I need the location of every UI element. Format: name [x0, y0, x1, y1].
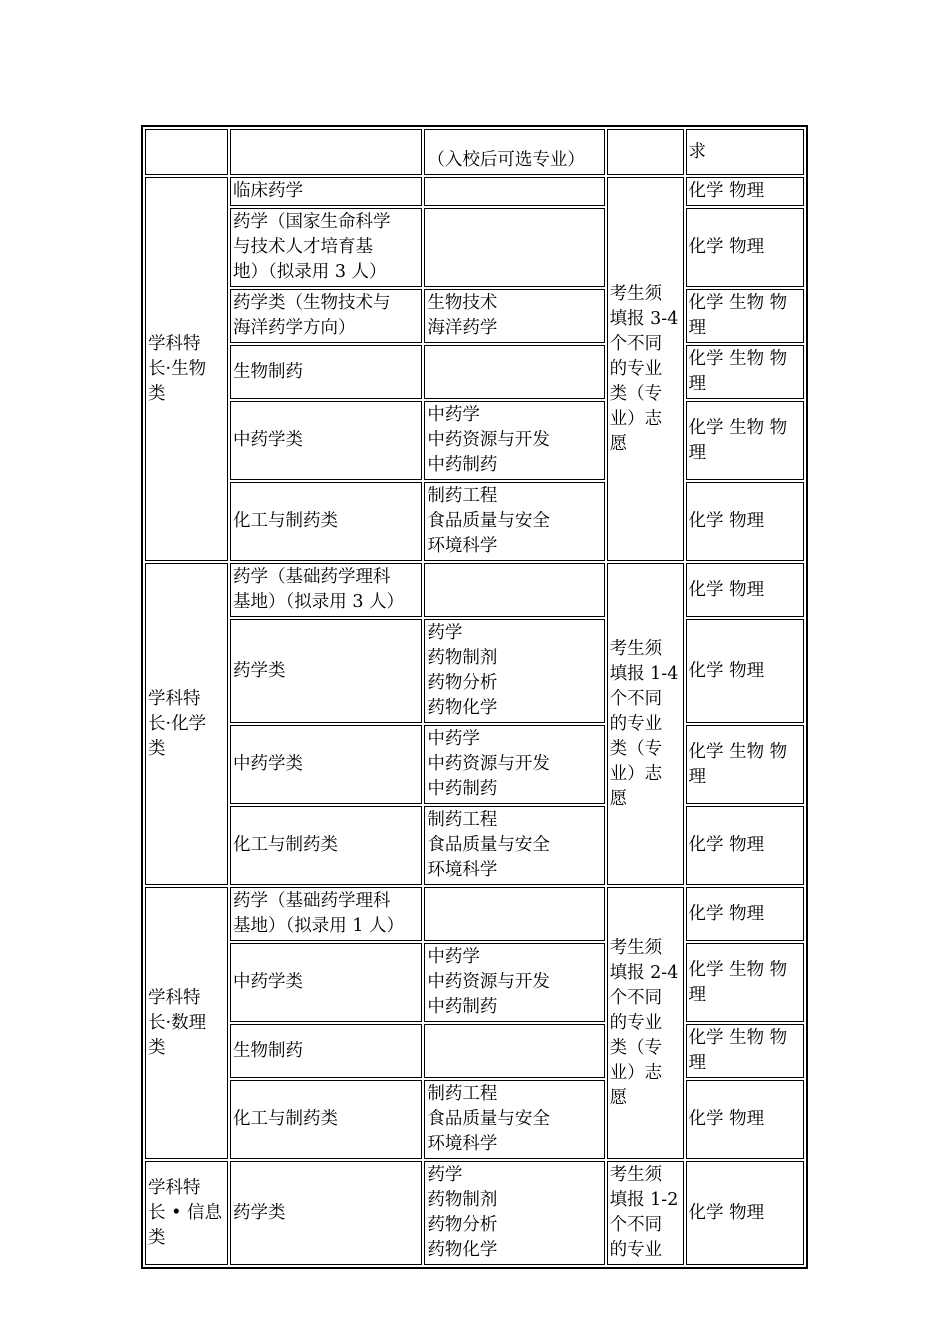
options-cell — [424, 1161, 604, 1265]
options-cell — [424, 563, 604, 617]
major-cell-line: 药学类 — [233, 1202, 286, 1223]
requirement-cell — [686, 806, 804, 885]
options-cell-line: 中药学 — [427, 729, 480, 749]
category-cell-line: 长·数理 — [148, 1012, 207, 1033]
requirement-cell-line: 化学 生物 物 — [688, 741, 788, 762]
table-row — [145, 208, 804, 287]
requirement-cell-line: 化学 物理 — [688, 181, 765, 201]
requirement-cell-line: 理 — [688, 442, 707, 463]
major-cell-line: 中药学类 — [233, 972, 304, 992]
note-cell-line: 填报 3-4 — [609, 308, 679, 329]
requirement-cell-line: 化学 物理 — [688, 579, 765, 600]
major-cell-line: 与技术人才培育基 — [233, 237, 374, 257]
requirement-cell — [686, 1161, 804, 1265]
header-cell-note — [607, 129, 684, 175]
options-cell — [424, 1080, 604, 1159]
options-cell-line: 环境科学 — [427, 860, 498, 880]
note-cell-line: 业）志 — [609, 1062, 663, 1083]
options-cell — [424, 725, 604, 804]
options-cell-line: 环境科学 — [427, 1134, 498, 1154]
note-cell — [607, 563, 684, 885]
majors-table-body — [145, 129, 804, 1265]
note-cell-line: 的专业 — [609, 1012, 663, 1033]
category-cell-line: 学科特 — [148, 1177, 201, 1198]
major-cell — [230, 1161, 422, 1265]
major-cell-line: 药学（基础药学理科 — [233, 891, 391, 911]
requirement-cell — [686, 289, 804, 343]
requirement-cell — [686, 887, 804, 941]
major-cell — [230, 725, 422, 804]
requirement-cell — [686, 1080, 804, 1159]
options-cell-line: 中药学 — [427, 405, 480, 425]
requirement-cell-line: 化学 生物 物 — [688, 293, 788, 313]
major-cell-line: 地）（拟录用 3 人） — [233, 262, 387, 282]
major-cell-line: 化工与制药类 — [233, 835, 339, 855]
majors-table — [141, 125, 808, 1269]
category-cell — [145, 887, 228, 1159]
major-cell-line: 化工与制药类 — [233, 511, 339, 531]
requirement-cell-line: 化学 生物 物 — [688, 349, 788, 369]
requirement-cell-line: 化学 物理 — [688, 237, 765, 257]
requirement-cell — [686, 563, 804, 617]
category-cell-line: 类 — [148, 1037, 166, 1058]
requirement-cell-line: 理 — [688, 766, 707, 787]
requirement-cell-line: 理 — [688, 374, 707, 394]
options-cell — [424, 887, 604, 941]
requirement-cell — [686, 1024, 804, 1078]
table-row — [145, 887, 804, 941]
table-row — [145, 1080, 804, 1159]
major-cell-line: 化工与制药类 — [233, 1109, 339, 1129]
options-cell-line: 环境科学 — [427, 536, 498, 556]
note-cell-line: 愿 — [609, 1087, 628, 1108]
note-cell-line: 类（专 — [609, 1037, 663, 1058]
header-row — [145, 129, 804, 175]
major-cell — [230, 345, 422, 399]
category-cell — [145, 177, 228, 561]
options-cell-line: 中药制药 — [427, 997, 498, 1017]
options-cell-line: 中药资源与开发 — [427, 754, 550, 774]
note-cell — [607, 887, 684, 1159]
requirement-cell-line: 化学 物理 — [688, 511, 765, 531]
options-cell — [424, 482, 604, 561]
options-cell-line: 海洋药学 — [427, 318, 498, 338]
major-cell — [230, 563, 422, 617]
major-cell-line: 药学类（生物技术与 — [233, 293, 391, 313]
options-cell-line: 生物技术 — [427, 293, 498, 313]
note-cell — [607, 1161, 684, 1265]
requirement-cell-line: 理 — [688, 1053, 707, 1073]
major-cell — [230, 619, 422, 723]
note-cell-line: 愿 — [609, 433, 628, 454]
category-cell-line: 类 — [148, 1227, 166, 1248]
note-cell-line: 考生须 — [609, 283, 663, 304]
category-cell — [145, 1161, 228, 1265]
requirement-cell — [686, 943, 804, 1022]
major-cell-line: 药学（基础药学理科 — [233, 567, 391, 587]
major-cell — [230, 401, 422, 480]
options-cell-line: 制药工程 — [427, 486, 498, 506]
major-cell-line: 基地）（拟录用 3 人） — [233, 592, 405, 612]
major-cell — [230, 806, 422, 885]
header-cell-options: （入校后可选专业） — [424, 129, 604, 175]
major-cell-line: 生物制药 — [233, 361, 304, 382]
category-cell-line: 长·化学 — [148, 713, 207, 734]
table-row — [145, 345, 804, 399]
options-cell-line: 中药资源与开发 — [427, 972, 550, 992]
requirement-cell-line: 理 — [688, 318, 707, 338]
requirement-cell — [686, 345, 804, 399]
requirement-cell-line: 化学 物理 — [688, 1202, 765, 1223]
major-cell-line: 生物制药 — [233, 1040, 304, 1061]
table-row — [145, 1024, 804, 1078]
note-cell-line: 类（专 — [609, 383, 663, 404]
options-cell — [424, 177, 604, 206]
options-cell-line: 药物分析 — [427, 1215, 498, 1235]
note-cell-line: 业）志 — [609, 763, 663, 784]
options-cell-line: 药物分析 — [427, 673, 498, 693]
requirement-cell — [686, 401, 804, 480]
major-cell-line: 临床药学 — [233, 181, 304, 201]
options-cell — [424, 401, 604, 480]
options-cell — [424, 943, 604, 1022]
table-row — [145, 725, 804, 804]
major-cell — [230, 887, 422, 941]
options-cell-line: 药学 — [427, 623, 463, 643]
note-cell-line: 的专业 — [609, 1240, 663, 1260]
table-row — [145, 401, 804, 480]
major-cell-line: 药学类 — [233, 660, 286, 681]
major-cell — [230, 482, 422, 561]
options-cell — [424, 289, 604, 343]
options-cell — [424, 806, 604, 885]
table-row — [145, 563, 804, 617]
options-cell-line: 药物制剂 — [427, 1190, 498, 1210]
requirement-cell — [686, 177, 804, 206]
requirement-cell-line: 化学 生物 物 — [688, 959, 788, 980]
options-cell-line: 药物化学 — [427, 698, 498, 718]
requirement-cell-line: 化学 物理 — [688, 835, 765, 855]
options-cell-line: 中药制药 — [427, 779, 498, 799]
note-cell-line: 考生须 — [609, 1165, 663, 1185]
options-cell-line: 中药资源与开发 — [427, 430, 550, 450]
options-cell — [424, 619, 604, 723]
options-cell — [424, 345, 604, 399]
options-cell-line: 制药工程 — [427, 1084, 498, 1104]
major-cell-line: 药学（国家生命科学 — [233, 212, 391, 232]
options-cell — [424, 1024, 604, 1078]
note-cell-line: 类（专 — [609, 738, 663, 759]
major-cell-line: 基地）（拟录用 1 人） — [233, 916, 405, 936]
options-cell-line: 食品质量与安全 — [427, 511, 550, 531]
note-cell-line: 考生须 — [609, 638, 663, 659]
category-cell-line: 学科特 — [148, 333, 201, 354]
requirement-cell-line: 化学 生物 物 — [688, 1028, 788, 1048]
note-cell-line: 愿 — [609, 788, 628, 809]
options-cell-line: 制药工程 — [427, 810, 498, 830]
major-cell-line: 中药学类 — [233, 754, 304, 774]
category-cell-line: 学科特 — [148, 987, 201, 1008]
table-row — [145, 619, 804, 723]
note-cell-line: 个不同 — [609, 688, 663, 709]
table-row — [145, 943, 804, 1022]
table-row — [145, 482, 804, 561]
table-row — [145, 289, 804, 343]
major-cell — [230, 943, 422, 1022]
options-cell-line: 食品质量与安全 — [427, 835, 550, 855]
table-row — [145, 806, 804, 885]
note-cell-line: 业）志 — [609, 408, 663, 429]
requirement-cell — [686, 208, 804, 287]
category-cell-line: 长·生物 — [148, 358, 207, 379]
options-cell-line: 食品质量与安全 — [427, 1109, 550, 1129]
major-cell — [230, 1080, 422, 1159]
requirement-cell-line: 化学 物理 — [688, 660, 765, 681]
note-cell-line: 填报 1-2 — [609, 1190, 679, 1210]
major-cell — [230, 1024, 422, 1078]
major-cell — [230, 208, 422, 287]
major-cell-line: 海洋药学方向） — [233, 318, 356, 338]
requirement-cell — [686, 619, 804, 723]
options-cell-line: 药学 — [427, 1165, 463, 1185]
note-cell-line: 的专业 — [609, 713, 663, 734]
options-cell-line: 药物化学 — [427, 1240, 498, 1260]
options-cell — [424, 208, 604, 287]
table-row — [145, 177, 804, 206]
requirement-cell-line: 化学 生物 物 — [688, 417, 788, 438]
category-cell-line: 类 — [148, 738, 166, 759]
category-cell-line: 长 • 信息 — [148, 1202, 222, 1223]
note-cell-line: 考生须 — [609, 937, 663, 958]
options-cell-line: 药物制剂 — [427, 648, 498, 668]
note-cell-line: 填报 1-4 — [609, 663, 679, 684]
note-cell-line: 的专业 — [609, 358, 663, 379]
note-cell — [607, 177, 684, 561]
header-cell-requirements: 求 — [686, 129, 804, 175]
header-cell-major — [230, 129, 422, 175]
major-cell-line: 中药学类 — [233, 430, 304, 450]
note-cell-line: 个不同 — [609, 333, 663, 354]
category-cell-line: 学科特 — [148, 688, 201, 709]
note-cell-line: 个不同 — [609, 1215, 663, 1235]
category-cell-line: 类 — [148, 383, 166, 404]
requirement-cell-line: 理 — [688, 984, 707, 1005]
options-cell-line: 中药学 — [427, 947, 480, 967]
requirement-cell-line: 化学 物理 — [688, 1109, 765, 1129]
major-cell — [230, 289, 422, 343]
major-cell — [230, 177, 422, 206]
note-cell-line: 个不同 — [609, 987, 663, 1008]
requirement-cell — [686, 482, 804, 561]
header-cell-category — [145, 129, 228, 175]
requirement-cell — [686, 725, 804, 804]
table-row — [145, 1161, 804, 1265]
options-cell-line: 中药制药 — [427, 455, 498, 475]
note-cell-line: 填报 2-4 — [609, 962, 679, 983]
requirement-cell-line: 化学 物理 — [688, 903, 765, 924]
category-cell — [145, 563, 228, 885]
